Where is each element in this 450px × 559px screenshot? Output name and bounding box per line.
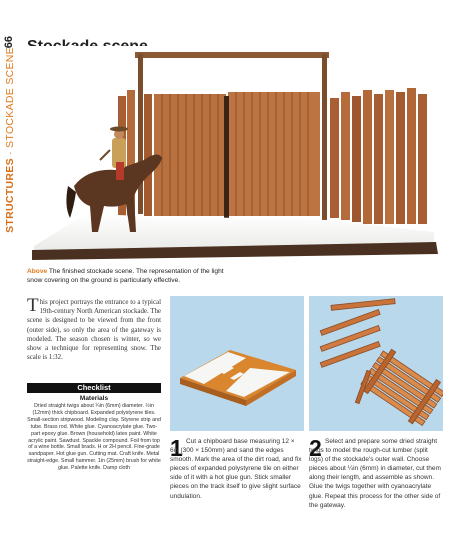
page-number: 66 (3, 36, 15, 49)
photo-caption (27, 268, 232, 285)
gate-crossbeam (135, 52, 329, 58)
gate-left-leaf (154, 94, 226, 216)
stockade-photo (26, 46, 442, 262)
step-1-illustration (170, 296, 304, 431)
step-1-number: 1 (170, 435, 183, 461)
sidebar-separator: · (4, 147, 16, 158)
gate-post-right (322, 54, 327, 224)
caption-text: The finished stockade scene. The representation of the light snow covering on the ground is particularly effective. (27, 268, 224, 284)
step-1-text: Cut a chipboard base measuring 12 × 6in (300 × 150mm) and sand the edges smooth. Mark the area of the dirt road, and fix pieces of expanded polystyrene tile on either side of it with a hot glue gun. Stick smaller pieces on the track itself to give slight surface undulation. (170, 438, 302, 500)
sidebar-section: STRUCTURES (4, 157, 16, 233)
gate-right-leaf (228, 92, 320, 216)
caption-lead: Above (27, 268, 48, 275)
materials-heading: Materials (79, 395, 109, 402)
gate-post-left (138, 54, 143, 214)
chipboard-base-diagram (170, 296, 304, 431)
stockade-scene-illustration (26, 46, 442, 262)
materials-list: Dried straight twigs about ¼in (6mm) diameter. ½in (12mm) thick chipboard. Expanded polystyrene tiles. Small-section stripwood. Modeling clay. Styrene strip and tube. Brass rod. White glue. Cyanoacrylate glue. Two-part epoxy glue. Brown (household) latex paint. White acrylic paint. Sawdust. Spackle compound. Foil from top of a wine bottle. Small brads. H or 2H pencil. Fine-grade sandpaper. Hot glue gun. Cutting mat. Craft knife. Metal straight-edge. Small hammer. 1in (25mm) brush for white glue. Palette knife. Damp cloth (27, 403, 161, 472)
sidebar-subsection: STOCKADE SCENE (4, 46, 16, 148)
palisade-right (330, 88, 427, 224)
intro-text: his project portrays the entrance to a typical 19th-century North American stockade. The scene is designed to be viewed from the front (outer side), so only the area of the gateway is modeled. The season chosen is winter, so we show a technique for representing snow. The scale is 1:32. (27, 299, 161, 362)
intro-paragraph (27, 295, 161, 362)
checklist-heading: Checklist (27, 383, 161, 393)
step-2-illustration (309, 296, 443, 431)
gate-gap (224, 96, 229, 218)
step-2-number: 2 (309, 435, 322, 461)
twig-assembly-diagram (309, 296, 443, 431)
intro-dropcap: T (27, 295, 39, 316)
section-sidebar (0, 32, 20, 247)
sidebar-label (4, 47, 16, 233)
step-2-text: Select and prepare some dried straight twigs to model the rough-cut lumber (split logs) of the stockade's outer wall. Choose pieces about ¼in (6mm) in diameter, cut them along their length, and assemble as shown. Glue the twigs together with cyanoacrylate glue. Repeat this process for the other side of the gateway. (309, 438, 441, 509)
